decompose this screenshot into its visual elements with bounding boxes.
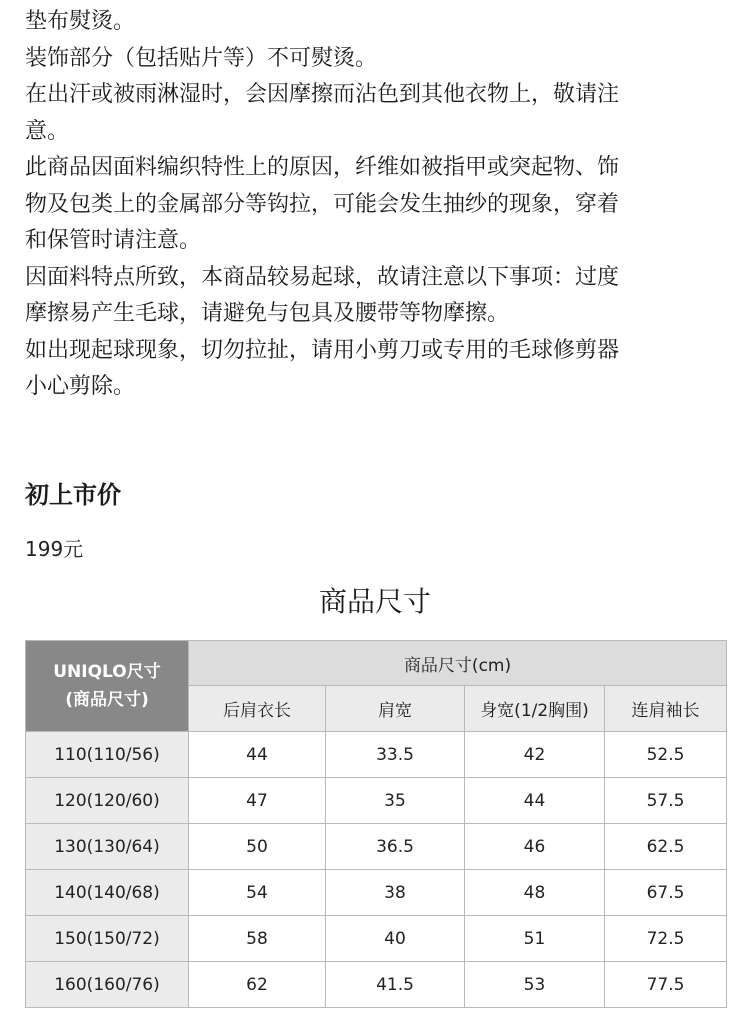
care-note-line: 此商品因面料编织特性上的原因，纤维如被指甲或突起物、饰 (25, 155, 620, 180)
size-label-cell: 110(110/56) (26, 732, 189, 778)
size-label-cell: 120(120/60) (26, 778, 189, 824)
table-row (26, 962, 727, 1008)
brand-size-header-line2: (商品尺寸) (65, 690, 149, 710)
table-cell: 35 (326, 778, 465, 824)
care-note-line: 意。 (25, 118, 70, 144)
care-instructions (25, 4, 730, 406)
price-value: 199元 (25, 537, 84, 561)
table-cell: 58 (189, 916, 326, 962)
care-note-line: 物及包类上的金属部分等钩拉，可能会发生抽纱的现象，穿着 (25, 191, 620, 217)
table-cell: 38 (326, 870, 465, 916)
table-cell: 50 (189, 824, 326, 870)
table-cell: 36.5 (326, 824, 465, 870)
size-label-cell: 130(130/64) (26, 824, 189, 870)
table-row (26, 870, 727, 916)
table-row (26, 778, 727, 824)
brand-size-header (26, 641, 189, 732)
size-label-cell: 140(140/68) (26, 870, 189, 916)
care-note-line: 和保管时请注意。 (25, 228, 202, 253)
table-cell: 47 (189, 778, 326, 824)
care-note-line: 如出现起球现象，切勿拉扯，请用小剪刀或专用的毛球修剪器 (25, 337, 620, 363)
table-cell: 72.5 (605, 916, 727, 962)
column-header-body-width: 身宽(1/2胸围) (465, 686, 605, 732)
size-label-cell: 150(150/72) (26, 916, 189, 962)
table-row (26, 732, 727, 778)
table-cell: 57.5 (605, 778, 727, 824)
column-header-sleeve-length: 连肩袖长 (605, 686, 727, 732)
table-cell: 62.5 (605, 824, 727, 870)
size-label-cell: 160(160/76) (26, 962, 189, 1008)
table-cell: 67.5 (605, 870, 727, 916)
table-row (26, 824, 727, 870)
table-cell: 51 (465, 916, 605, 962)
table-cell: 77.5 (605, 962, 727, 1008)
care-note-line: 小心剪除。 (25, 374, 136, 399)
care-note-line: 在出汗或被雨淋湿时，会因摩擦而沾色到其他衣物上，敬请注 (25, 82, 620, 107)
table-cell: 46 (465, 824, 605, 870)
table-row (26, 916, 727, 962)
table-cell: 42 (465, 732, 605, 778)
column-header-back-length: 后肩衣长 (189, 686, 326, 732)
table-cell: 53 (465, 962, 605, 1008)
care-note-line: 因面料特点所致，本商品较易起球，故请注意以下事项：过度 (25, 264, 620, 290)
table-cell: 40 (326, 916, 465, 962)
table-cell: 41.5 (326, 962, 465, 1008)
care-note-line: 摩擦易产生毛球，请避免与包具及腰带等物摩擦。 (25, 301, 510, 326)
table-cell: 44 (465, 778, 605, 824)
brand-size-header-line1: UNIQLO尺寸 (53, 662, 161, 682)
price-heading: 初上市价 (25, 481, 121, 509)
size-chart-title: 商品尺寸 (318, 585, 431, 618)
table-cell: 44 (189, 732, 326, 778)
table-cell: 52.5 (605, 732, 727, 778)
care-note-line: 垫布熨烫。 (25, 9, 136, 34)
column-header-shoulder-width: 肩宽 (326, 686, 465, 732)
care-note-line: 装饰部分（包括贴片等）不可熨烫。 (25, 45, 378, 71)
size-table (25, 640, 727, 1008)
table-cell: 54 (189, 870, 326, 916)
table-cell: 33.5 (326, 732, 465, 778)
measurement-group-header: 商品尺寸(cm) (189, 641, 727, 686)
table-cell: 48 (465, 870, 605, 916)
table-cell: 62 (189, 962, 326, 1008)
